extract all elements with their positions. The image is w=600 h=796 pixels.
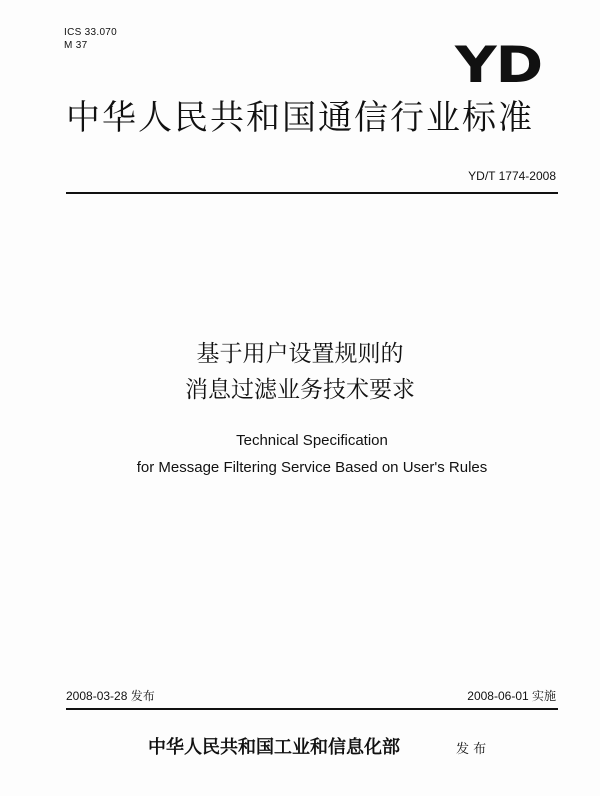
cn-title-line2: 消息过滤业务技术要求 xyxy=(185,377,415,403)
en-title-line1: Technical Specification xyxy=(236,432,388,449)
category-code: M 37 xyxy=(64,40,88,51)
footer-rule xyxy=(66,708,558,710)
standard-number: YD/T 1774-2008 xyxy=(468,169,556,183)
yd-logo: YD xyxy=(455,36,543,94)
implement-date: 2008-06-01 实施 xyxy=(467,689,556,703)
industry-standard-title: 中华人民共和国通信行业标准 xyxy=(66,98,534,138)
ics-code: ICS 33.070 xyxy=(64,27,118,38)
publisher-suffix: 发 布 xyxy=(456,742,487,757)
cn-title-line1: 基于用户设置规则的 xyxy=(196,341,404,367)
header-rule xyxy=(66,192,558,194)
publish-date: 2008-03-28 发布 xyxy=(66,689,155,703)
publisher: 中华人民共和国工业和信息化部 xyxy=(148,737,400,758)
en-title-line2: for Message Filtering Service Based on User's Rules xyxy=(136,459,488,476)
